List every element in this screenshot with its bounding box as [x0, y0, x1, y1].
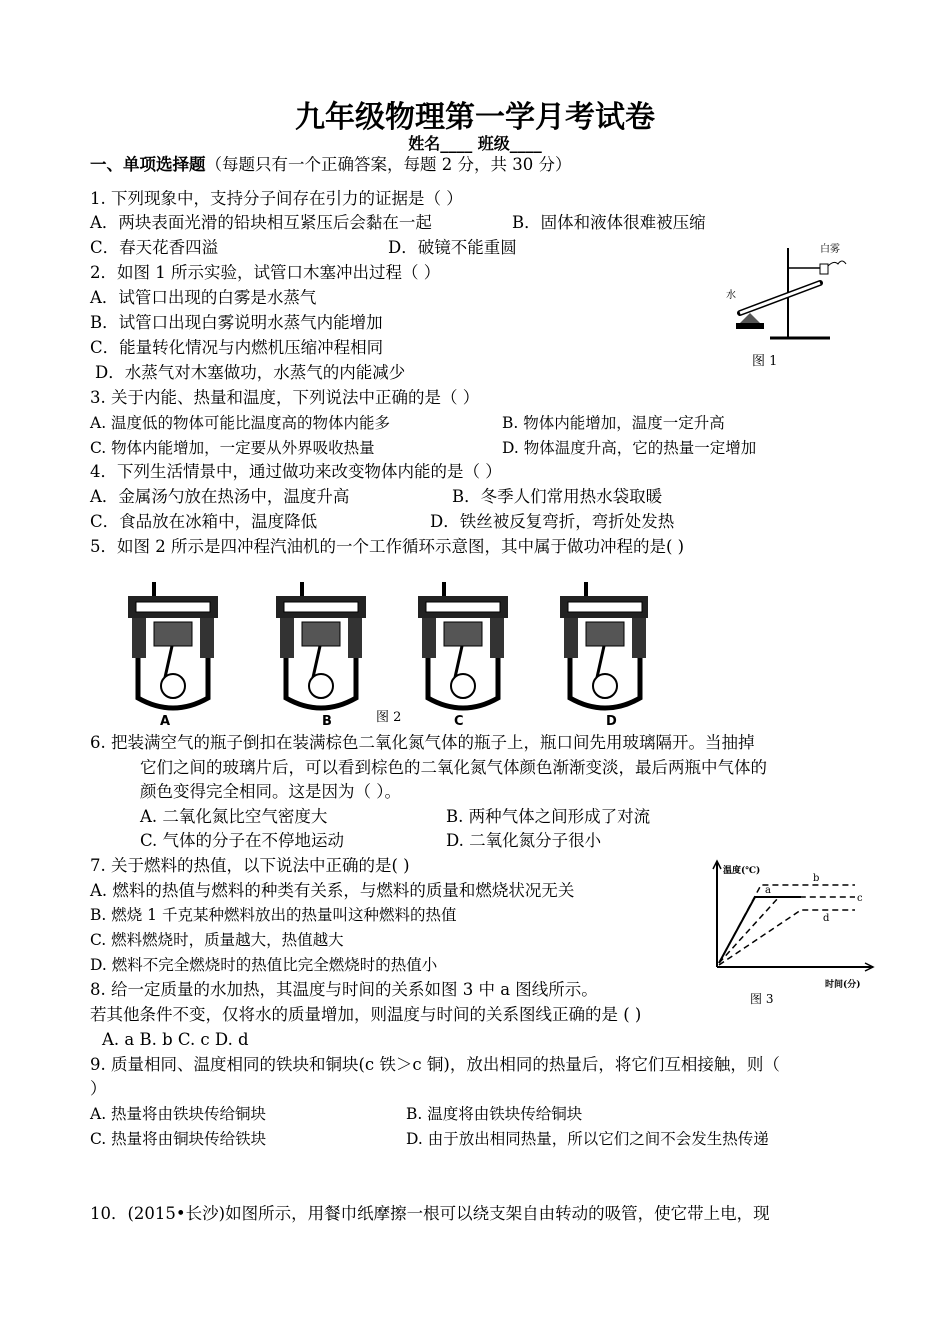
q7-option-d: D. 燃料不完全燃烧时的热值比完全燃烧时的热值小	[90, 956, 438, 974]
graph-xlabel: 时间(分)	[825, 980, 861, 990]
section-1-note: （每题只有一个正确答案，每题 2 分，共 30 分）	[205, 155, 572, 174]
engine-label-c: C	[454, 714, 464, 729]
curve-c	[719, 897, 855, 963]
page-title: 九年级物理第一学月考试卷	[295, 100, 655, 135]
engine-a	[128, 582, 218, 708]
q8-options: A. a B. b C. c D. d	[102, 1030, 249, 1049]
figure-3-temperature-graph	[705, 855, 875, 990]
q9-option-b: B. 温度将由铁块传给铜块	[406, 1105, 583, 1123]
section-1-header	[90, 153, 571, 177]
q4-option-a: A．金属汤勺放在热汤中，温度升高	[90, 487, 350, 506]
q8-stem-line2: 若其他条件不变，仅将水的质量增加，则温度与时间的关系图线正确的是 ( )	[90, 1005, 642, 1024]
q6-stem-line1: 6. 把装满空气的瓶子倒扣在装满棕色二氧化氮气体的瓶子上，瓶口间先用玻璃隔开。当抽掉	[90, 733, 755, 752]
q2-option-c: C．能量转化情况与内燃机压缩冲程相同	[90, 338, 384, 357]
q3-option-c: C. 物体内能增加，一定要从外界吸收热量	[90, 439, 375, 457]
figure-3-caption: 图 3	[750, 992, 774, 1006]
label-mist: 白雾	[820, 244, 840, 255]
q7-stem: 7. 关于燃料的热值，以下说法中正确的是( )	[90, 856, 410, 875]
q6-option-c: C. 气体的分子在不停地运动	[140, 831, 345, 850]
q5-stem: 5．如图 2 所示是四冲程汽油机的一个工作循环示意图，其中属于做功冲程的是( )	[90, 537, 685, 556]
q3-stem: 3. 关于内能、热量和温度，下列说法中正确的是（ ）	[90, 388, 480, 407]
q4-option-d: D．铁丝被反复弯折，弯折处发热	[430, 512, 675, 531]
q3-option-d: D. 物体温度升高，它的热量一定增加	[502, 439, 757, 457]
q3-option-a: A. 温度低的物体可能比温度高的物体内能多	[90, 414, 391, 432]
q6-option-d: D. 二氧化氮分子很小	[446, 831, 602, 850]
engine-d	[560, 582, 648, 708]
q6-stem-line2: 它们之间的玻璃片后，可以看到棕色的二氧化氮气体颜色渐渐变淡，最后两瓶中气体的	[140, 758, 767, 777]
curve-d	[719, 910, 855, 965]
engine-label-d: D	[606, 714, 617, 729]
name-class-line: 姓名____ 班级____	[408, 134, 542, 153]
q9-option-d: D. 由于放出相同热量，所以它们之间不会发生热传递	[406, 1130, 769, 1148]
q9-option-a: A. 热量将由铁块传给铜块	[90, 1105, 267, 1123]
curve-label-d: d	[823, 913, 830, 924]
figure-2-caption: 图 2	[376, 710, 402, 725]
q1-option-a: A．两块表面光滑的铅块相互紧压后会黏在一起	[90, 213, 432, 232]
q9-stem-line2: ）	[90, 1079, 107, 1098]
q2-option-b: B．试管口出现白雾说明水蒸气内能增加	[90, 313, 383, 332]
q7-option-c: C. 燃料燃烧时，质量越大，热值越大	[90, 931, 344, 949]
q7-option-b: B. 燃烧 1 千克某种燃料放出的热量叫这种燃料的热值	[90, 906, 457, 924]
q7-option-a: A. 燃料的热值与燃料的种类有关系，与燃料的质量和燃烧状况无关	[90, 881, 575, 900]
graph-ylabel: 温度(℃)	[723, 866, 761, 876]
section-1-heading: 一、单项选择题	[90, 155, 206, 174]
engine-label-a: A	[160, 714, 171, 729]
q3-option-b: B. 物体内能增加，温度一定升高	[502, 414, 725, 432]
q9-stem-line1: 9. 质量相同、温度相同的铁块和铜块(c 铁＞c 铜)，放出相同的热量后，将它们互相接触，则（	[90, 1055, 780, 1074]
q6-option-b: B. 两种气体之间形成了对流	[446, 807, 651, 826]
q2-option-a: A．试管口出现的白雾是水蒸气	[90, 288, 317, 307]
engine-c	[418, 582, 508, 708]
q9-option-c: C. 热量将由铜块传给铁块	[90, 1130, 267, 1148]
q8-stem-line1: 8. 给一定质量的水加热，其温度与时间的关系如图 3 中 a 图线所示。	[90, 980, 598, 999]
figure-1-apparatus	[720, 238, 850, 348]
figure-1-caption: 图 1	[752, 354, 778, 369]
q1-option-d: D．破镜不能重圆	[388, 238, 517, 257]
q6-stem-line3: 颜色变得完全相同。这是因为（ ）。	[140, 782, 401, 801]
q4-option-c: C．食品放在冰箱中，温度降低	[90, 512, 318, 531]
q1-option-c: C．春天花香四溢	[90, 238, 219, 257]
curve-label-b: b	[813, 873, 820, 884]
q4-stem: 4．下列生活情景中，通过做功来改变物体内能的是（ ）	[90, 462, 502, 481]
curve-label-c: c	[857, 893, 863, 904]
q2-option-d: D．水蒸气对木塞做功，水蒸气的内能减少	[95, 363, 406, 382]
q10-stem: 10．(2015•长沙)如图所示，用餐巾纸摩擦一根可以绕支架自由转动的吸管，使它带上电，现	[90, 1204, 770, 1223]
q6-option-a: A. 二氧化氮比空气密度大	[140, 807, 328, 826]
engine-b	[276, 582, 366, 708]
engine-label-b: B	[322, 714, 332, 729]
q4-option-b: B．冬季人们常用热水袋取暖	[452, 487, 663, 506]
q1-stem: 1. 下列现象中，支持分子间存在引力的证据是（ ）	[90, 189, 463, 208]
curve-a	[719, 897, 801, 963]
q1-option-b: B．固体和液体很难被压缩	[512, 213, 706, 232]
curve-label-a: a	[765, 885, 771, 896]
q2-stem: 2．如图 1 所示实验，试管口木塞冲出过程（ ）	[90, 263, 441, 282]
label-water: 水	[726, 290, 736, 301]
